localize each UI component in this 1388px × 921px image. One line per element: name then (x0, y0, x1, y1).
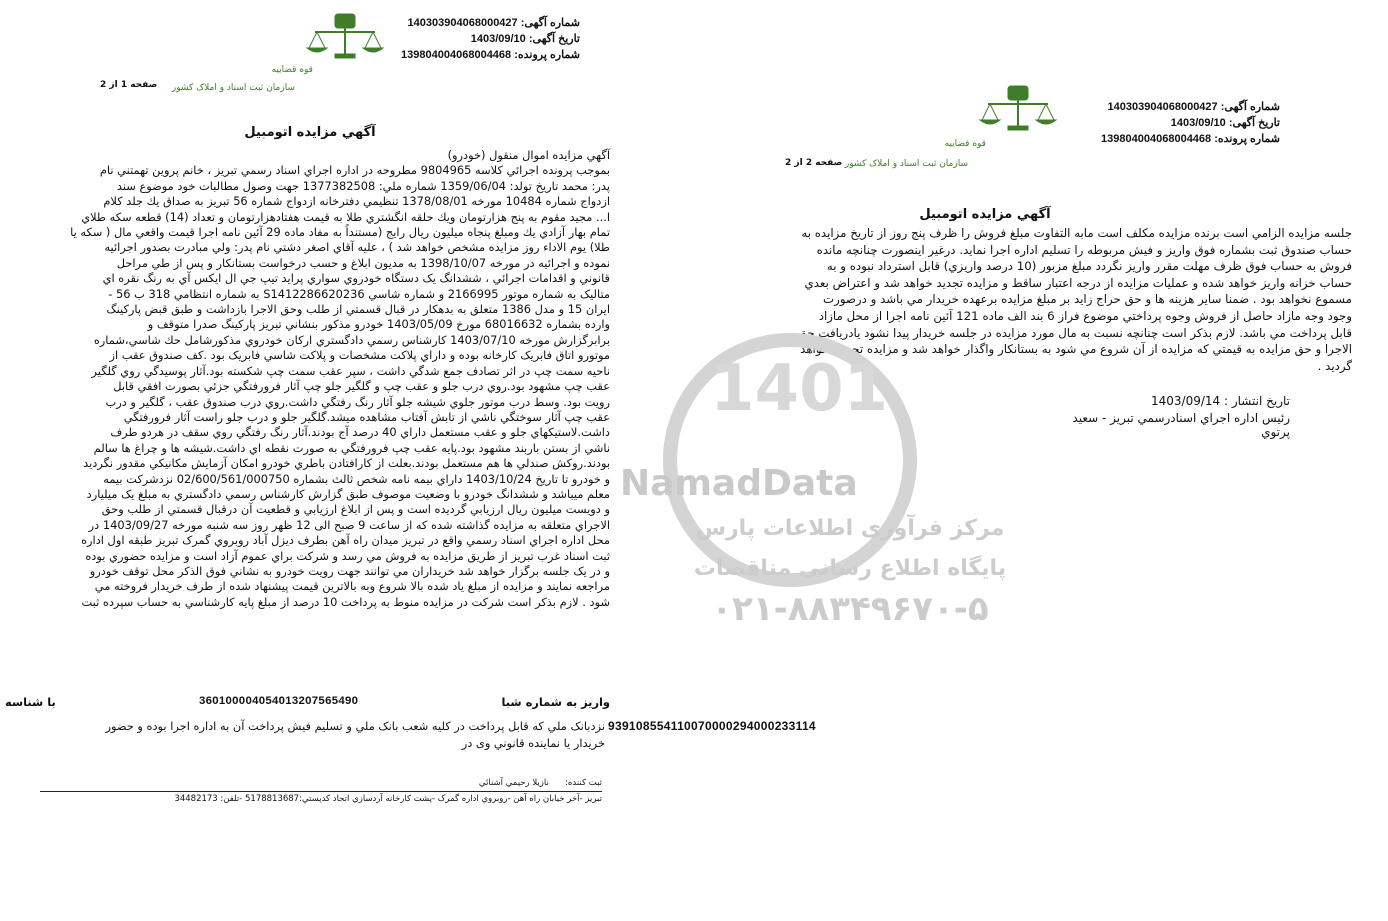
svg-text:قوه قضاییه: قوه قضاییه (944, 139, 986, 149)
watermark-phone: ۰۲۱-۸۸۳۴۹۶۷۰-۵ (711, 589, 989, 629)
page1-body-line: مراجعه نمايند و مزايده از مبلغ ياد شده بالا شروع وبه بالاترين قيمت پيشنهاد شده از طرف خريدار فروخته مي (94, 579, 610, 594)
page1-body-line: و در يک جلسه برگزار خواهد شد خريداران مي توانند جهت رويت خودرو به نشاني فوق الذکر محل توقف خودرو (89, 563, 610, 578)
footer-divider (40, 791, 602, 792)
judiciary-emblem-icon (844, 80, 1083, 175)
page1-body-line: داشت.لاستيکهاي جلو و عقب مستعمل داراي 40 درصد آج بودند.آثار رنگ رفتگي روي سقف در هردو طرف (110, 425, 610, 440)
page1-tail-line: خريدار يا نماينده قانوني وی در (461, 736, 605, 750)
page1-ad-date: تاریخ آگهی: 1403/09/10 (470, 33, 580, 45)
page1-body-line: برابرگزارش مورخه 1403/07/10 كارشناس رسمي دادگستري اركان خودروي مذكورشامل حك شاسي،شماره (93, 332, 610, 347)
page1-body-line: عقب چپ آثار سوختگي ناشي از تابش آفتاب مشاهده ميشد.گلگير جلو و درب جلو راست آثار فرورفتگي (123, 409, 610, 424)
page1-body-line: رويت بود. وسط درب موتور جلوي شيشه جلو آثار رنگ رفتگي داشت.روي درب صندوق عقب ، گلگير و درب (105, 394, 610, 409)
page2-ad-date: تاریخ آگهی: 1403/09/10 (1170, 117, 1280, 129)
page2-body-line: جلسه مزايده الزامي است برنده مزايده مكلف است مابه التفاوت مبلغ فروش را ظرف پنج روز از تاريخ مزايده به (801, 226, 1352, 240)
page1-body (5, 148, 610, 610)
page1-body-line: موتورو اتاق فابريک کارخانه بوده و داراي پلاکت مشخصات و پلاکت شاسي فابريک بود .کف صندوق عقب از (109, 348, 610, 363)
page1-ad-number: شماره آگهی: 140303904068000427 (407, 17, 580, 29)
page1-spaced-line (5, 695, 610, 709)
page1-body-line: بودند.روکش صندلي ها هم مستعمل بودند.بعلت از کارافتادن باطري خودرو امکان آزمايش مکانيکي مقدور نگرديد (83, 456, 610, 471)
page2-signature: رئيس اداره اجراي اسنادرسمي تبريز - سعيد پرتوي (1072, 411, 1290, 439)
page2-case-number: شماره پرونده: 139804004068004468 (1101, 133, 1280, 145)
watermark-line1: مرکز فرآوری اطلاعات پارس (695, 516, 1005, 541)
page1-body-line: ناشي از بستن باربند مشهود بود.پايه عقب چپ فرورفتگي به صورت نقطه اي داشت.شيشه ها و چراغ ها سالم (93, 440, 610, 455)
watermark-line2: پایگاه اطلاع رسانی مناقصات (693, 556, 1007, 581)
page1-body-line: نموده و اجرائيه در مورخه 1398/10/07 به مديون ابلاغ و حسب درخواست بستانكار و پس از طي مراحل (116, 255, 610, 270)
page1-header (401, 15, 580, 63)
page1-body-line: و خودرو تا تاريخ 1403/10/24 داراي بيمه نامه شخص ثالث بشماره 02/600/561/000750 نزدشرکت بيمه (103, 471, 610, 486)
page1-body-line: وارده بشماره 68016632 مورخ 1403/05/09 خودرو مذكور بنشاني تبريز پاركينگ صدرا متوقف و (147, 317, 610, 332)
page2-body-line: گرديد . (1317, 358, 1352, 373)
page1-body-line: طلا) يوم الاداء روز مزايده مشخص خواهد شد ) ، عليه آقاي اصغر دشتي نام پدر: ولي مبادرت بصدور اجرائيه (104, 240, 610, 255)
page1-case-number: شماره پرونده: 139804004068004468 (401, 49, 580, 61)
judiciary-emblem-icon (171, 8, 410, 98)
page1-page-indicator: صفحه 1 از 2 (100, 80, 158, 90)
page1-body-line: بموجب پرونده اجرائي كلاسه 9804965 مطروحه در اداره اجراي اسناد رسمي تبريز ، خانم پروين تهمتني نام (99, 163, 610, 178)
page2-body-line: الاجرا و حق مزايده به قيمتي كه مزايده از آن شروع مي شود به بستانكار واگذار خواهد شد و مزايده تجديد نخواهد (800, 342, 1352, 357)
page2-ad-number: شماره آگهی: 140303904068000427 (1107, 101, 1280, 113)
page1-body-line: قانوني و اقدامات اجرائي ، ششدانگ يک دستگاه خودروي سواري پرايد تيپ جي ال ايکس آي به رنگ نقره اي (102, 271, 610, 286)
page1-body-line: ازدواج شماره 10484 مورخه 1378/08/01 تنظيمي دفترخانه ازدواج شماره 56 تبريز به صداق يك جلد كلام (103, 194, 610, 209)
spaced-line-left: واريز به شماره شبا (501, 695, 610, 709)
page1-tail-line: نزدبانک ملي که قابل پرداخت در كليه شعب بانک ملي و تسليم فيش پرداخت آن به اداره اجرا بوده و حضور (105, 719, 605, 733)
page2-body-line: حساب خزانه واريز خواهد شده و عمليات مزايده از درجه اعتبار ساقط و مزايده تجديد خواهد شد و اعتراض بعدي (804, 275, 1352, 290)
page2-body-line: مسموع نخواهد بود . ضمنا ساير هزينه ها و حق حراج زايد بر مبلغ مزايده برعهده خريدار مي باشد و درصورت (823, 292, 1352, 307)
page1-footer-address: تبريز -آخر خيابان راه آهن -روبروي اداره گمرک -پشت کارخانه آردسازي اتحاد کدپستي:5178813687 -تلفن: 34482173 (174, 794, 602, 804)
page2-body-line: قابل پرداخت مي باشد. لازم بذكر است چنانچه نسبت به مال مورد مزايده در جلسه خريدار پيدا نشود يادريافت حق (797, 325, 1352, 340)
page1-body-line: ناحيه سمت چپ در اثر تصادف جمع شدگي داشت ، سپر عقب سمت چپ شکسته بود.آثار پوسيدگي روي گلگير (91, 363, 610, 378)
spaced-line-number: 360100004054013207565490 (199, 695, 359, 707)
page2-body (712, 225, 1352, 374)
page1-body-line: ا... مجيد مقوم به پنج هزارتومان ويك حلقه انگشتري طلا به قيمت هفتادهزارتومان و تعداد (14) قطعه سكه طلاي (81, 209, 610, 224)
page2-body-line: فروش به حساب فوق ظرف مهلت مقرر واريز نگردد مبلغ مزبور (10 درصد واريزي) قابل استرداد نبوده و به (826, 259, 1352, 274)
page2-title: آگهي مزايده اتومبيل (919, 207, 1051, 222)
page1-body-line: شود . لازم بذکر است شرکت در مزايده منوط به پرداخت 10 درصد از مبلغ پايه كارشناسي به حساب سپرده ثبت (81, 594, 610, 609)
page2-page-indicator: صفحه 2 از 2 (785, 158, 843, 168)
page1-title: آگهي مزايده اتومبيل (244, 125, 376, 140)
svg-text:سازمان ثبت اسناد و املاک کشور: سازمان ثبت اسناد و املاک کشور (171, 83, 295, 93)
page1-body-line: آگهي مزايده اموال منقول (خودرو) (447, 148, 610, 162)
page1-body-line: و دويست ميليون ريال ارزيابي گرديده است و پس از ابلاغ ارزيابي و قطعيت آن درقبال قسمتي از طلب وحق (101, 502, 610, 517)
page1-body-line: عقب چپ مشهود بود.روي درب جلو و عقب چپ و گلگير جلو چپ آثار فرورفتگي جزئي بصورت افقي قابل (113, 379, 610, 394)
page1-tail (5, 718, 605, 752)
page1-body-line: تمام بهار آزادي يك ومبلغ پنجاه ميليون ريال رايج (مستنداً به مفاد ماده 29 آئين نامه اجرا قيمت واقعي مال ( سكه يا (70, 225, 610, 240)
page2-publish-date: تاريخ انتشار : 1403/09/14 (1151, 394, 1290, 408)
page1-body-line: معلم ميباشد و ششدانگ خودرو با وضعيت موصوف طبق گزارش كارشناس رسمي دادگستري به مبلغ يک ميليارد (86, 486, 610, 501)
page2-body-line: حساب صندوق ثبت بشماره فوق واريز و فيش مربوطه را تسليم اداره اجرا نمايد. درغير اينصورت چنانچه مانده (816, 242, 1352, 257)
sheba-number: 939108554110070000294000233114 (608, 719, 816, 733)
page2-body-line: وجود وجه مازاد حاصل از فروش وجوه پرداختي موضوع فراز 6 بند الف ماده 121 آئين نامه اجرا از محل مازاد (818, 308, 1352, 323)
watermark-year: 1401 (710, 352, 889, 426)
spaced-line-right: با شناسه (5, 695, 56, 709)
page1-registrar: ثبت کننده: نازيلا رحيمي آشنائي (478, 778, 602, 788)
page2-header (1100, 99, 1280, 147)
page1-body-line: ثبت اسناد غرب تبريز از طريق مزايده به فروش مي رسد و شرکت براي عموم آزاد است و مزايده حضوري بوده (85, 548, 610, 563)
page1-body-line: محل اداره اجراي اسناد رسمي واقع در تبريز ميدان راه آهن بطرف ديزل آباد روبروي گمرک تبريز طبقه اول اداره (81, 533, 610, 548)
svg-text:سازمان ثبت اسناد و املاک کشور: سازمان ثبت اسناد و املاک کشور (844, 159, 968, 169)
page1-body-line: پدر: محمد تاريخ تولد: 1359/06/04 شماره ملي: 1377382508 جهت وصول مطالبات خود موضوع سند (116, 178, 610, 193)
page1-body-line: الاجراي متعلقه به مزايده گذاشته شده كه از ساعت 9 صبح الی 12 ظهر روز سه شنبه مورخه 1403/09/27 در (88, 517, 610, 532)
page1-body-line: ايران 15 و مدل 1386 متعلق به بدهکار در قبال قسمتي از طلب وحق الاجرا بازداشت و طبق قبض پارکينگ (106, 302, 610, 317)
svg-text:قوه قضاییه: قوه قضاییه (271, 65, 313, 75)
watermark-brand: NamadData (620, 463, 858, 504)
page1-body-line: متاليک به شماره موتور 2166995 و شماره شاسي S1412286620236 به شماره انتظامي 318 ب 56 - (108, 286, 610, 301)
